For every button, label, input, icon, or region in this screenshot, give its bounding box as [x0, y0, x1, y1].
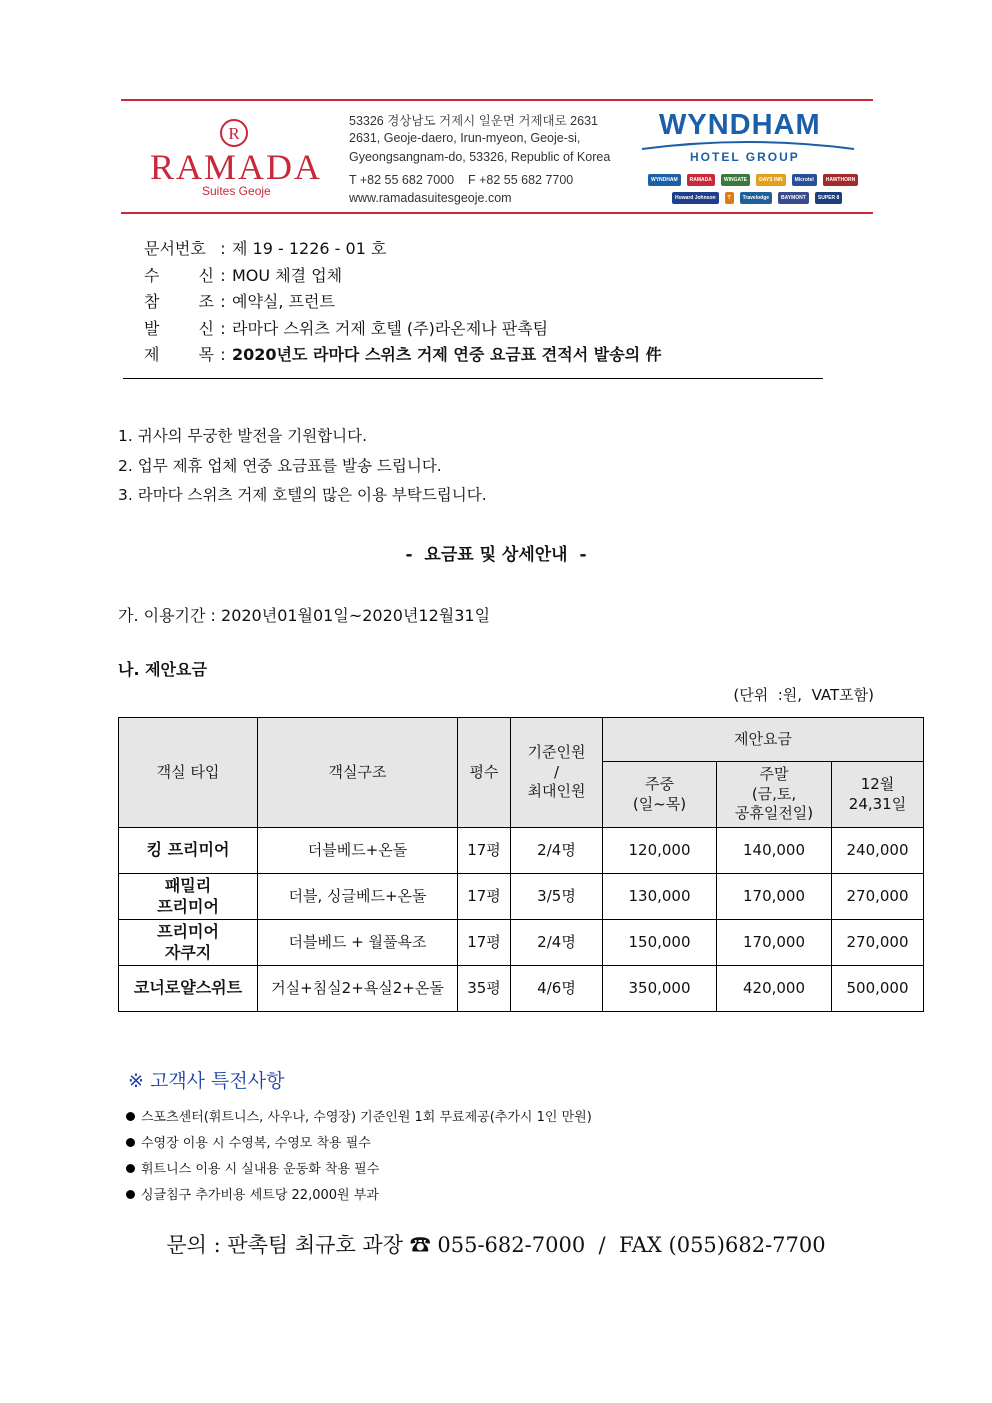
weekday-rate-cell: 130,000: [603, 874, 717, 920]
bullet-icon: [126, 1138, 135, 1147]
recipient-label: 수 신: [144, 266, 214, 285]
benefit-item: 휘트니스 이용 시 실내용 운동화 착용 필수: [126, 1158, 379, 1177]
december-rate-cell: 270,000: [832, 874, 924, 920]
ramada-logo: [150, 118, 322, 200]
area-cell: 17평: [458, 828, 511, 874]
brand-logo-row-1: [648, 174, 858, 186]
wyndham-wordmark: WYNDHAM: [659, 109, 821, 141]
brand-logo-travelodge: Travelodge: [740, 192, 772, 204]
brand-logo-daysinn: DAYS INN: [756, 174, 785, 186]
doc-number-label: 문서번호: [144, 239, 206, 258]
room-type-cell: 코너로얄스위트: [119, 966, 258, 1012]
ramada-emblem-icon: [219, 118, 249, 148]
benefit-item: 싱글침구 추가비용 세트당 22,000원 부과: [126, 1184, 379, 1203]
header-occupancy: 기준인원 / 최대인원: [511, 718, 603, 828]
body-line-3: 3. 라마다 스위츠 거제 호텔의 많은 이용 부탁드립니다.: [118, 486, 487, 504]
reference-value: 예약실, 프런트: [232, 292, 335, 311]
rate-table: [118, 717, 924, 1012]
brand-logo-microtel: Microtel: [792, 174, 817, 186]
website-line: www.ramadasuitesgeoje.com: [349, 191, 512, 205]
header-proposed-rate: 제안요금: [603, 718, 924, 762]
body-line-1: 1. 귀사의 무궁한 발전을 기원합니다.: [118, 427, 368, 445]
structure-cell: 더블베드 + 월풀욕조: [258, 920, 458, 966]
header-top-rule: [121, 99, 873, 101]
ramada-subtitle: Suites Geoje: [202, 184, 271, 198]
section-title: - 요금표 및 상세안내 -: [405, 545, 587, 565]
phone-icon: ☎: [409, 1233, 431, 1257]
address-line-2: Gyeongsangnam-do, 53326, Republic of Korea: [349, 150, 611, 164]
weekend-rate-cell: 420,000: [717, 966, 832, 1012]
address-line-1: 2631, Geoje-daero, Irun-myeon, Geoje-si,: [349, 131, 581, 145]
sender-field: 발 신 : 라마다 스위츠 거제 호텔 (주)라온제나 판촉팀: [144, 316, 548, 339]
structure-cell: 거실+침실2+욕실2+온돌: [258, 966, 458, 1012]
brand-logo-baymont: BAYMONT: [778, 192, 809, 204]
weekend-rate-cell: 170,000: [717, 920, 832, 966]
structure-cell: 더블베드+온돌: [258, 828, 458, 874]
contact-line: [0, 1229, 992, 1259]
header-structure: 객실구조: [258, 718, 458, 828]
december-rate-cell: 500,000: [832, 966, 924, 1012]
occupancy-cell: 2/4명: [511, 828, 603, 874]
table-row: [119, 920, 924, 966]
weekend-rate-cell: 170,000: [717, 874, 832, 920]
subject-value: 2020년도 라마다 스위츠 거제 연중 요금표 견적서 발송의 件: [232, 345, 662, 364]
phone-fax-line: T +82 55 682 7000 F +82 55 682 7700: [349, 173, 574, 187]
brand-logo-howard-johnson: Howard Johnson: [672, 192, 719, 204]
sender-label: 발 신: [144, 319, 214, 338]
december-rate-cell: 270,000: [832, 920, 924, 966]
body-line-2: 2. 업무 제휴 업체 연중 요금표를 발송 드립니다.: [118, 457, 442, 475]
occupancy-cell: 4/6명: [511, 966, 603, 1012]
benefits-title: ※ 고객사 특전사항: [128, 1070, 285, 1092]
brand-logo-wingate: WINGATE: [721, 174, 750, 186]
bullet-icon: [126, 1190, 135, 1199]
subject-field: 제 목 : 2020년도 라마다 스위츠 거제 연중 요금표 견적서 발송의 件: [144, 342, 662, 365]
unit-note: (단위 :원, VAT포함): [733, 686, 874, 704]
occupancy-cell: 3/5명: [511, 874, 603, 920]
header-area: 평수: [458, 718, 511, 828]
sender-value: 라마다 스위츠 거제 호텔 (주)라온제나 판촉팀: [232, 319, 549, 338]
contact-label: 문의 : 판촉팀 최규호 과장: [166, 1233, 403, 1257]
ramada-emblem-letter: R: [228, 124, 240, 143]
brand-logo-ramada: RAMADA: [687, 174, 715, 186]
benefit-item: 스포츠센터(휘트니스, 사우나, 수영장) 기준인원 1회 무료제공(추가시 1인 만원): [126, 1106, 592, 1125]
benefit-item: 수영장 이용 시 수영복, 수영모 착용 필수: [126, 1132, 371, 1151]
recipient-field: 수 신 : MOU 체결 업체: [144, 263, 342, 286]
brand-logo-wyndham: WYNDHAM: [648, 174, 681, 186]
december-rate-cell: 240,000: [832, 828, 924, 874]
contact-phone: 055-682-7000: [437, 1233, 586, 1257]
reference-field: 참 조 : 예약실, 프런트: [144, 289, 335, 312]
header-december: 12월 24,31일: [832, 762, 924, 828]
weekday-rate-cell: 150,000: [603, 920, 717, 966]
doc-number-value: 제 19 - 1226 - 01 호: [232, 239, 387, 258]
usage-period: 가. 이용기간 : 2020년01월01일~2020년12월31일: [118, 606, 491, 625]
subject-label: 제 목: [144, 345, 214, 364]
contact-separator: /: [598, 1233, 606, 1257]
header-room-type: 객실 타입: [119, 718, 258, 828]
weekday-rate-cell: 120,000: [603, 828, 717, 874]
table-row: [119, 874, 924, 920]
contact-fax: FAX (055)682-7700: [618, 1233, 826, 1257]
reference-label: 참 조: [144, 292, 214, 311]
address-line-korean: 53326 경상남도 거제시 일운면 거제대로 2631: [349, 114, 598, 128]
header-weekday: 주중 (일~목): [603, 762, 717, 828]
brand-logo-hawthorn: HAWTHORN: [823, 174, 858, 186]
structure-cell: 더블, 싱글베드+온돌: [258, 874, 458, 920]
ramada-wordmark: RAMADA: [150, 147, 323, 187]
wyndham-subtitle: HOTEL GROUP: [690, 150, 800, 164]
bullet-icon: [126, 1112, 135, 1121]
occupancy-cell: 2/4명: [511, 920, 603, 966]
room-type-cell: 프리미어 자쿠지: [119, 920, 258, 966]
area-cell: 17평: [458, 874, 511, 920]
weekday-rate-cell: 350,000: [603, 966, 717, 1012]
room-type-cell: 패밀리 프리미어: [119, 874, 258, 920]
table-row: [119, 828, 924, 874]
recipient-value: MOU 체결 업체: [232, 266, 343, 285]
brand-logo-tryp: T: [725, 192, 734, 204]
doc-number-field: 문서번호 : 제 19 - 1226 - 01 호: [144, 236, 386, 259]
weekend-rate-cell: 140,000: [717, 828, 832, 874]
area-cell: 35평: [458, 966, 511, 1012]
memo-divider: [123, 378, 823, 379]
header-bottom-rule: [121, 212, 873, 214]
brand-logo-row-2: [672, 192, 842, 204]
proposal-heading: 나. 제안요금: [118, 660, 207, 679]
header-weekend: 주말 (금,토, 공휴일전일): [717, 762, 832, 828]
area-cell: 17평: [458, 920, 511, 966]
table-row: [119, 966, 924, 1012]
brand-logo-super8: SUPER 8: [815, 192, 842, 204]
bullet-icon: [126, 1164, 135, 1173]
room-type-cell: 킹 프리미어: [119, 828, 258, 874]
